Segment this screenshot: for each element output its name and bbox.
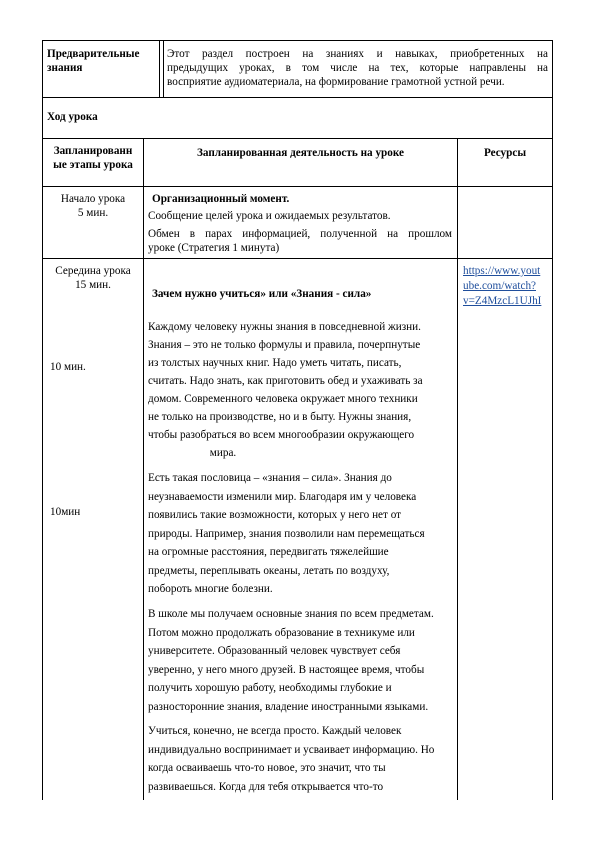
intro-text-line1: Этот раздел построен на знаниях и навыках, приобретенных на [167,48,548,60]
paragraph-line: из толстых научных книг. Надо уметь читать, писать, [148,357,402,369]
paragraph-line: университете. Образованный человек чувствует себя [148,645,401,657]
paragraph-line: разносторонние знания, владение иностранными языками. [148,700,429,713]
paragraph-line: Есть такая пословица – «знания – сила». Знания до [148,472,392,484]
paragraph-3 [148,605,434,716]
paragraph-line: появились такие возможности, которых у него нет от [148,509,402,521]
paragraph-line: считать. Надо знать, как приготовить обед и ухаживать за [148,375,423,387]
column-divider [143,138,144,800]
paragraph-line: Каждому человеку нужны знания в повседневной жизни. [148,321,421,333]
column-divider [457,138,458,800]
paragraph-line: домом. Современного человека окружает много техники [148,393,418,405]
paragraph-line: предметы, переплывать океаны, летать по воздуху, [148,564,390,577]
header-stages [43,144,143,172]
stage-middle [43,264,143,292]
intro-label-line1: Предварительные [47,48,140,60]
paragraph-line: получить хорошую работу, необходимы глубокие и [148,682,392,694]
stage-start [43,192,143,220]
resource-link[interactable] [463,264,541,309]
table-border-top [42,40,553,41]
start-line3: уроке (Стратегия 1 минута) [148,242,280,254]
paragraph-line: Потом можно продолжать образование в техникуме или [148,626,415,639]
time-label: 10 мин. [50,361,86,373]
resource-link-line2[interactable]: ube.com/watch? [463,280,536,292]
intro-label-line2: знания [47,62,83,74]
paragraph-line: природы. Например, знания позволили нам перемещаться [148,527,425,540]
middle-title: Зачем нужно учиться» или «Знания - сила» [152,288,372,300]
stage-start-line1: Начало урока [60,193,126,205]
header-stages-line1: Запланированн [53,145,133,157]
row-separator [42,258,553,259]
row-separator [42,186,553,187]
row-separator [42,97,553,98]
stage-middle-line2: 15 мин. [75,279,111,291]
header-resources: Ресурсы [483,147,527,159]
paragraph-line: Учиться, конечно, не всегда просто. Каждый человек [148,725,402,737]
paragraph-line: побороть многие болезни. [148,583,273,595]
intro-text [167,47,548,89]
intro-row-divider [159,40,160,97]
table-border-right [552,40,553,800]
paragraph-4 [148,722,434,796]
intro-label [47,47,140,75]
paragraph-line: развиваешься. Когда для тебя открывается что-то [148,780,384,793]
start-line1: Сообщение целей урока и ожидаемых результатов. [148,210,391,222]
paragraph-line: Знания – это не только формулы и правила, почерпнутые [148,339,421,351]
stage-middle-line1: Середина урока [55,265,131,277]
stage-start-line2: 5 мин. [77,207,109,219]
intro-text-line3: восприятие аудиоматериала, на формирование грамотной устной речи. [167,76,505,88]
header-stages-line2: ые этапы урока [53,159,133,171]
intro-row-divider-inner [163,40,164,97]
resource-link-line1[interactable]: https://www.yout [463,265,541,277]
start-title: Организационный момент. [152,193,290,205]
paragraph-line: чтобы разобраться во всем многообразии окружающего [148,429,415,441]
paragraph-line: индивидуально воспринимает и усваивает информацию. Но [148,743,435,756]
start-line2: Обмен в парах информацией, полученной на прошлом [148,228,452,240]
paragraph-1 [148,318,423,462]
section-title: Ход урока [47,111,98,123]
intro-text-line2: предыдущих уроках, в том числе на тех, которые направлены на [167,62,548,74]
paragraph-line: когда осваиваешь что-то новое, это значит, что ты [148,762,386,774]
paragraph-line: уверенно, у него много друзей. В настоящее время, чтобы [148,663,425,676]
paragraph-line: не только на производстве, но и в быту. Нужны знания, [148,411,412,423]
paragraph-line: В школе мы получаем основные знания по всем предметам. [148,608,434,620]
header-activity: Запланированная деятельность на уроке [197,147,404,159]
resource-link-line3[interactable]: v=Z4MzcL1UJhI [463,295,542,307]
row-separator [42,138,553,139]
paragraph-line: на огромные расстояния, передвигать тяжелейшие [148,546,389,558]
time-label: 10мин [50,506,81,518]
paragraph-line: неузнаваемости изменили мир. Благодаря им у человека [148,490,417,503]
paragraph-2 [148,469,425,599]
paragraph-line: мира. [209,447,237,459]
